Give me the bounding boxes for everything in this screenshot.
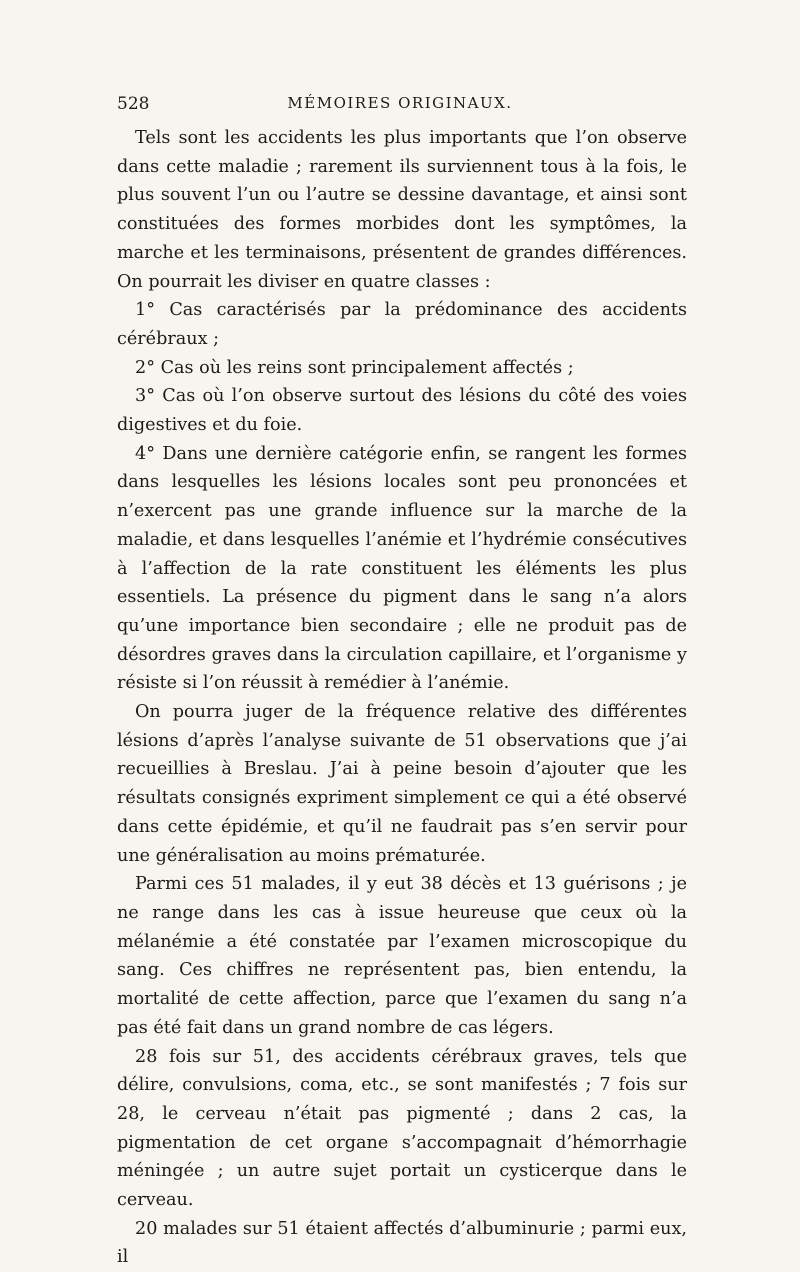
page-number: 528 [117,94,150,114]
running-title: MÉMOIRES ORIGINAUX. [287,94,513,112]
paragraph-class-4: 4° Dans une dernière catégorie enfin, se rangent les formes dans lesquelles les lésions locales sont peu prononcées et n’exercent pas une grande influence sur la marche de la maladie, et dans lesquelles l’anémie et l’hydrémie consécutives à l’affection de la rate constituent les éléments les plus essentiels. La présence du pigment dans le sang n’a alors qu’une importance bien secondaire ; elle ne produit pas de désordres graves dans la circulation capillaire, et l’organisme y résiste si l’on réussit à remédier à l’anémie. [117,443,687,694]
paragraph-cerebral: 28 fois sur 51, des accidents cérébraux graves, tels que délire, convulsions, coma, etc., se sont manifestés ; 7 fois sur 28, le cerveau n’était pas pigmenté ; dans 2 cas, la pigmentation de cet organe s’accompagnait d’hémorrhagie méningée ; un autre sujet portait un cysticerque dans le cerveau. [117,1046,687,1211]
body-text [117,124,687,1272]
page-header [117,94,683,118]
paragraph-class-3: 3° Cas où l’on observe surtout des lésions du côté des voies digestives et du foie. [117,386,687,436]
paragraph-class-1: 1° Cas caractérisés par la prédominance des accidents cérébraux ; [117,300,687,349]
paragraph-frequency: On pourra juger de la fréquence relative des différentes lésions d’après l’analyse suivante de 51 observations que j’ai recueillies à Breslau. J’ai à peine besoin d’ajouter que les résultats consignés expriment simplement ce qui a été observé dans cette épidémie, et qu’il ne faudrait pas s’en servir pour une généralisation au moins prématurée. [117,702,687,866]
paragraph-mortality: Parmi ces 51 malades, il y eut 38 décès et 13 guérisons ; je ne range dans les cas à issue heureuse que ceux où la mélanémie a été constatée par l’examen microscopique du sang. Ces chiffres ne représentent pas, bien entendu, la mortalité de cette affection, parce que l’examen du sang n’a pas été fait dans un grand nombre de cas légers. [117,874,687,1038]
paragraph-intro: Tels sont les accidents les plus importants que l’on observe dans cette maladie ; rarement ils surviennent tous à la fois, le plus souvent l’un ou l’autre se dessine davantage, et ainsi sont constituées des formes morbides dont les symptômes, la marche et les terminaisons, présentent de grandes différences. On pourrait les diviser en quatre classes : [117,128,687,292]
paragraph-class-2: 2° Cas où les reins sont principalement affectés ; [135,357,574,378]
paragraph-albuminuria: 20 malades sur 51 étaient affectés d’albuminurie ; parmi eux, il [117,1218,687,1268]
